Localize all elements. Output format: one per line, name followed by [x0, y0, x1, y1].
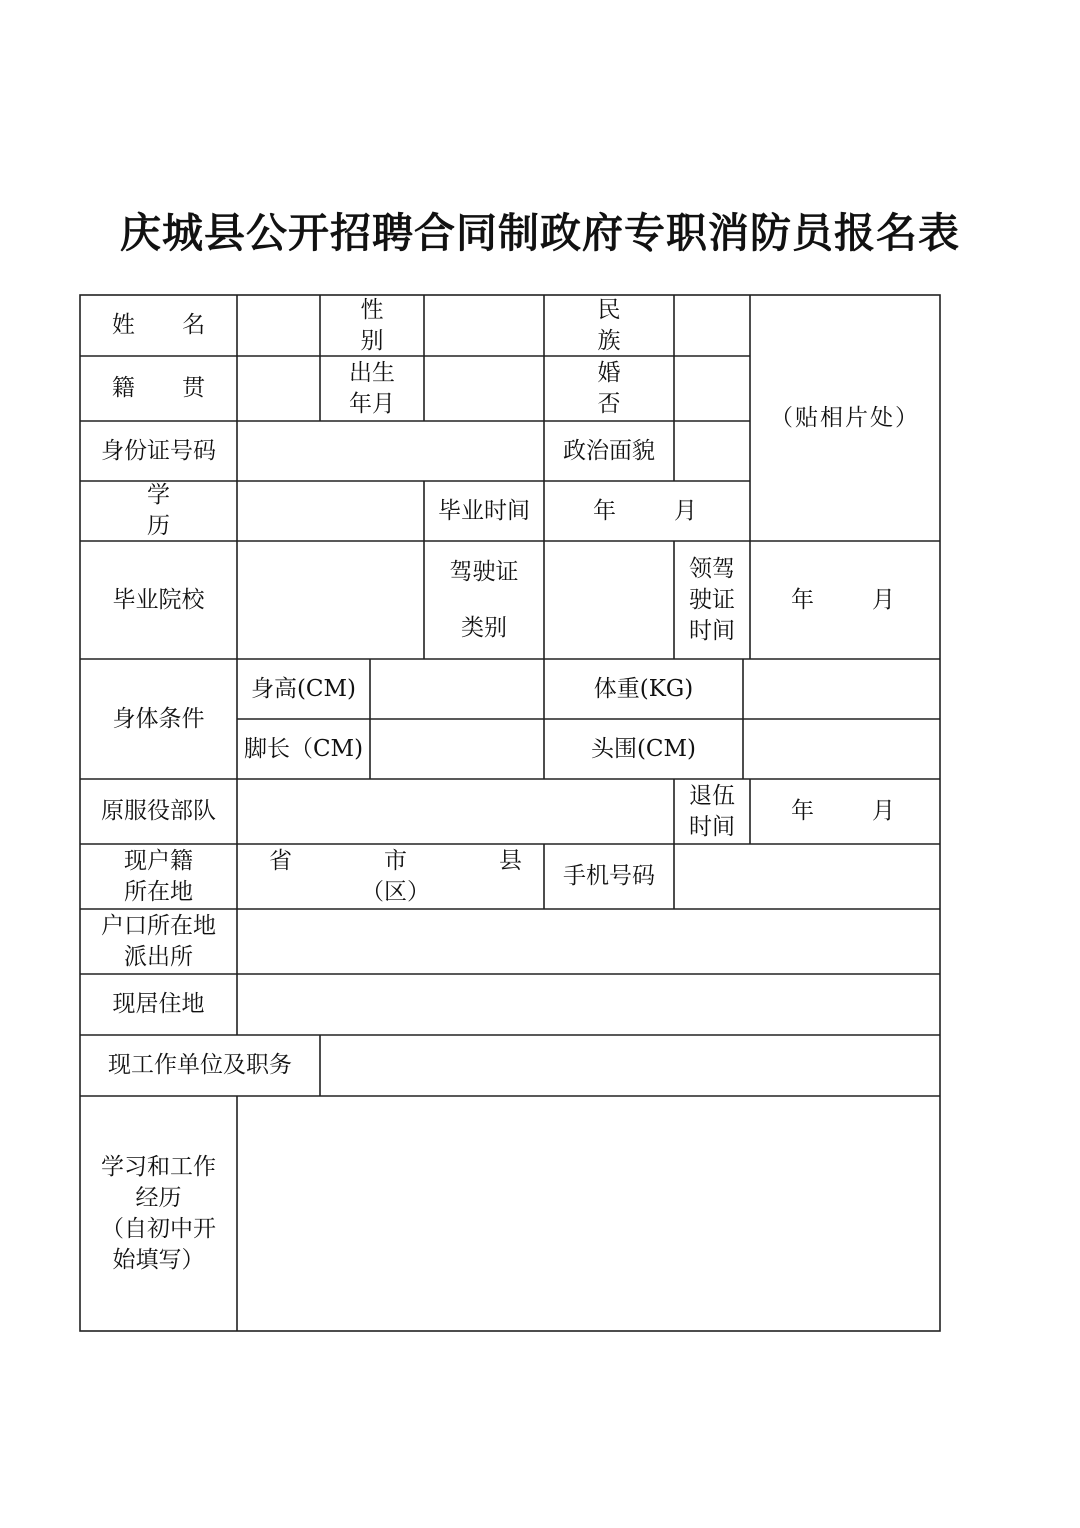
residence-field[interactable]: [237, 974, 940, 1035]
retire-time-field[interactable]: 年 月: [791, 798, 899, 824]
foot-label: 脚长（CM): [243, 735, 364, 762]
former-unit-field[interactable]: [237, 779, 674, 844]
physical-label: 身体条件: [112, 705, 205, 732]
education-field[interactable]: [237, 481, 424, 541]
native-place-label: 籍 贯: [111, 375, 226, 401]
foot-field[interactable]: [370, 719, 544, 779]
work-unit-field[interactable]: [320, 1035, 940, 1096]
hukou-location-label: 现户籍 所在地: [124, 847, 193, 905]
license-type-field[interactable]: [544, 541, 674, 659]
gender-label: 性 别: [360, 296, 404, 354]
marital-field[interactable]: [674, 356, 750, 421]
head-field[interactable]: [743, 719, 940, 779]
weight-field[interactable]: [743, 659, 940, 719]
license-type-label: 驾驶证 类别: [449, 559, 519, 641]
head-label: 头围(CM): [590, 735, 697, 762]
photo-area[interactable]: （贴相片处）: [770, 404, 920, 431]
retire-time-label: 退伍 时间: [689, 782, 735, 840]
license-time-label: 领驾 驶证 时间: [689, 555, 735, 644]
police-station-label: 户口所在地 派出所: [101, 912, 216, 970]
political-label: 政治面貌: [563, 437, 655, 464]
weight-label: 体重(KG): [593, 675, 694, 702]
residence-label: 现居住地: [112, 991, 205, 1017]
former-unit-label: 原服役部队: [101, 798, 216, 824]
school-label: 毕业院校: [112, 586, 205, 613]
marital-label: 婚 否: [597, 359, 641, 417]
gender-field[interactable]: [424, 295, 544, 356]
ethnicity-label: 民 族: [597, 296, 641, 354]
id-number-field[interactable]: [237, 421, 544, 481]
police-station-field[interactable]: [237, 909, 940, 974]
ethnicity-field[interactable]: [674, 295, 750, 356]
experience-label: 学习和工作 经历 （自初中开 始填写）: [101, 1153, 216, 1273]
hukou-location-field[interactable]: 省 市 县（区）: [269, 847, 522, 905]
form-title: 庆城县公开招聘合同制政府专职消防员报名表: [120, 209, 960, 257]
height-label: 身高(CM): [250, 675, 357, 702]
name-label: 姓 名: [111, 312, 226, 338]
grad-time-field[interactable]: 年 月: [593, 497, 701, 524]
phone-label: 手机号码: [563, 863, 655, 889]
birth-label: 出生 年月: [349, 359, 395, 417]
native-place-field[interactable]: [237, 356, 320, 421]
id-number-label: 身份证号码: [101, 437, 216, 464]
name-field[interactable]: [237, 295, 320, 356]
political-field[interactable]: [674, 421, 750, 481]
experience-field[interactable]: [237, 1096, 940, 1331]
school-field[interactable]: [237, 541, 424, 659]
license-time-field[interactable]: 年 月: [791, 586, 899, 613]
height-field[interactable]: [370, 659, 544, 719]
grad-time-label: 毕业时间: [438, 497, 530, 524]
education-label: 学 历: [147, 482, 210, 539]
phone-field[interactable]: [674, 844, 940, 909]
work-unit-label: 现工作单位及职务: [108, 1052, 292, 1078]
birth-field[interactable]: [424, 356, 544, 421]
